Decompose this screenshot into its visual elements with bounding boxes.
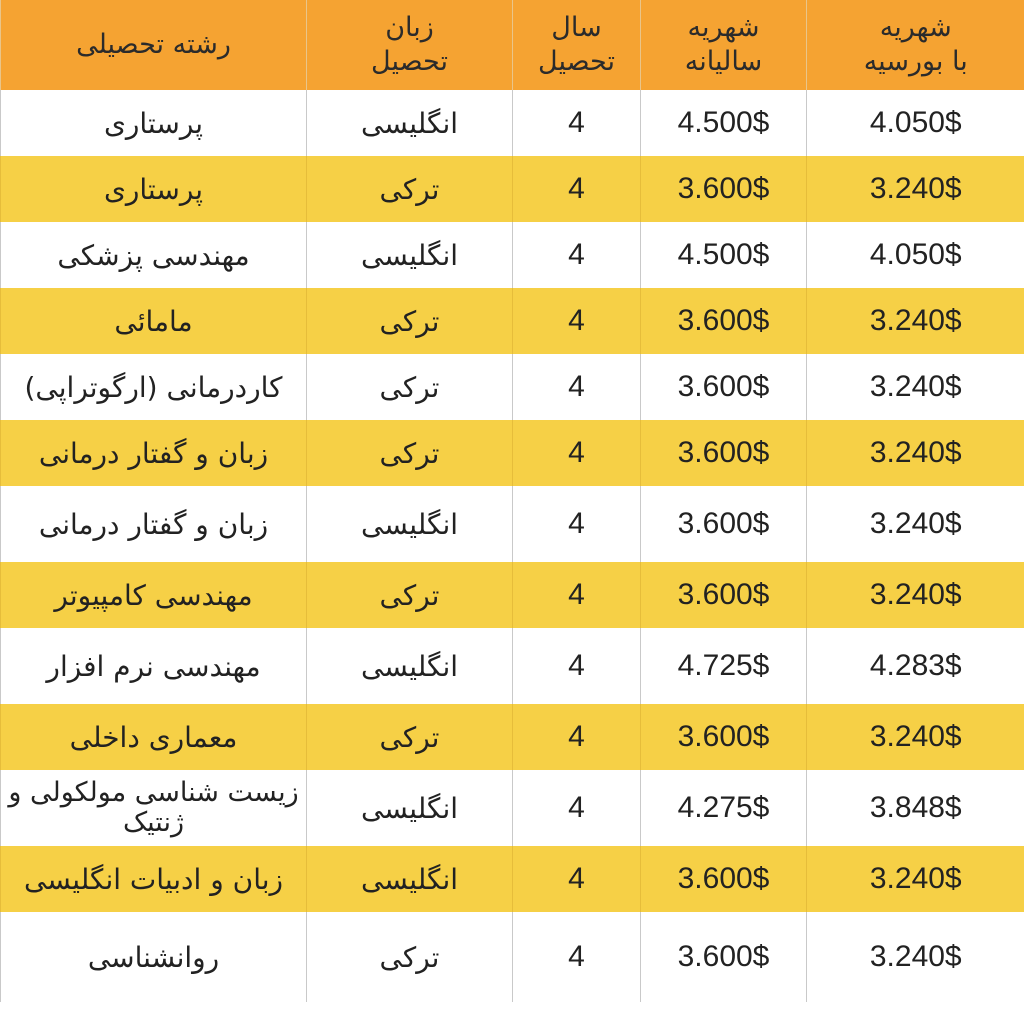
table-row (1, 628, 1024, 704)
table-row (1, 222, 1024, 288)
language-cell: انگلیسی (307, 770, 513, 846)
field-cell: معماری داخلی (1, 704, 307, 770)
annual-fee-cell: 4.275$ (641, 770, 807, 846)
table-row (1, 846, 1024, 912)
table-row (1, 90, 1024, 156)
years-cell: 4 (513, 770, 641, 846)
table-row (1, 156, 1024, 222)
years-cell: 4 (513, 704, 641, 770)
language-cell: انگلیسی (307, 628, 513, 704)
scholarship-fee-cell: 3.240$ (807, 562, 1024, 628)
field-cell: زبان و گفتار درمانی (1, 420, 307, 486)
table-row (1, 770, 1024, 846)
scholarship-fee-cell: 3.240$ (807, 486, 1024, 562)
annual-fee-cell: 3.600$ (641, 912, 807, 1002)
scholarship-fee-cell: 3.848$ (807, 770, 1024, 846)
years-cell: 4 (513, 420, 641, 486)
years-cell: 4 (513, 628, 641, 704)
table-row (1, 288, 1024, 354)
scholarship-fee-cell: 3.240$ (807, 288, 1024, 354)
years-cell: 4 (513, 486, 641, 562)
language-cell: انگلیسی (307, 846, 513, 912)
years-cell: 4 (513, 562, 641, 628)
years-cell: 4 (513, 846, 641, 912)
annual-fee-cell: 4.725$ (641, 628, 807, 704)
table-row (1, 562, 1024, 628)
scholarship-fee-cell: 4.050$ (807, 222, 1024, 288)
table-row (1, 354, 1024, 420)
scholarship-fee-cell: 3.240$ (807, 704, 1024, 770)
table-row (1, 420, 1024, 486)
header-field: رشته تحصیلی (1, 0, 307, 90)
language-cell: انگلیسی (307, 222, 513, 288)
language-cell: ترکی (307, 912, 513, 1002)
years-cell: 4 (513, 90, 641, 156)
field-cell: روانشناسی (1, 912, 307, 1002)
field-cell: زبان و گفتار درمانی (1, 486, 307, 562)
header-language: زبان تحصیل (307, 0, 513, 90)
field-cell: پرستاری (1, 156, 307, 222)
language-cell: ترکی (307, 288, 513, 354)
years-cell: 4 (513, 156, 641, 222)
field-cell: مامائی (1, 288, 307, 354)
language-cell: ترکی (307, 354, 513, 420)
language-cell: انگلیسی (307, 486, 513, 562)
language-cell: انگلیسی (307, 90, 513, 156)
header-years: سال تحصیل (513, 0, 641, 90)
scholarship-fee-cell: 4.283$ (807, 628, 1024, 704)
table-row (1, 912, 1024, 1002)
annual-fee-cell: 4.500$ (641, 90, 807, 156)
years-cell: 4 (513, 288, 641, 354)
scholarship-fee-cell: 3.240$ (807, 354, 1024, 420)
annual-fee-cell: 3.600$ (641, 288, 807, 354)
scholarship-fee-cell: 4.050$ (807, 90, 1024, 156)
annual-fee-cell: 3.600$ (641, 156, 807, 222)
header-annual-fee: شهریه سالیانه (641, 0, 807, 90)
language-cell: ترکی (307, 562, 513, 628)
field-cell: مهندسی نرم افزار (1, 628, 307, 704)
table-header-row (1, 0, 1024, 90)
annual-fee-cell: 3.600$ (641, 704, 807, 770)
language-cell: ترکی (307, 156, 513, 222)
annual-fee-cell: 3.600$ (641, 846, 807, 912)
table-row (1, 486, 1024, 562)
language-cell: ترکی (307, 704, 513, 770)
scholarship-fee-cell: 3.240$ (807, 156, 1024, 222)
years-cell: 4 (513, 222, 641, 288)
annual-fee-cell: 3.600$ (641, 420, 807, 486)
field-cell: زیست شناسی مولکولی و ژنتیک (1, 770, 307, 846)
scholarship-fee-cell: 3.240$ (807, 912, 1024, 1002)
field-cell: مهندسی پزشکی (1, 222, 307, 288)
annual-fee-cell: 3.600$ (641, 562, 807, 628)
field-cell: پرستاری (1, 90, 307, 156)
annual-fee-cell: 3.600$ (641, 354, 807, 420)
scholarship-fee-cell: 3.240$ (807, 420, 1024, 486)
years-cell: 4 (513, 912, 641, 1002)
field-cell: زبان و ادبیات انگلیسی (1, 846, 307, 912)
field-cell: مهندسی کامپیوتر (1, 562, 307, 628)
header-fee-with-scholarship: شهریه با بورسیه (807, 0, 1024, 90)
annual-fee-cell: 3.600$ (641, 486, 807, 562)
table-row (1, 704, 1024, 770)
years-cell: 4 (513, 354, 641, 420)
field-cell: کاردرمانی (ارگوتراپی) (1, 354, 307, 420)
scholarship-fee-cell: 3.240$ (807, 846, 1024, 912)
annual-fee-cell: 4.500$ (641, 222, 807, 288)
language-cell: ترکی (307, 420, 513, 486)
